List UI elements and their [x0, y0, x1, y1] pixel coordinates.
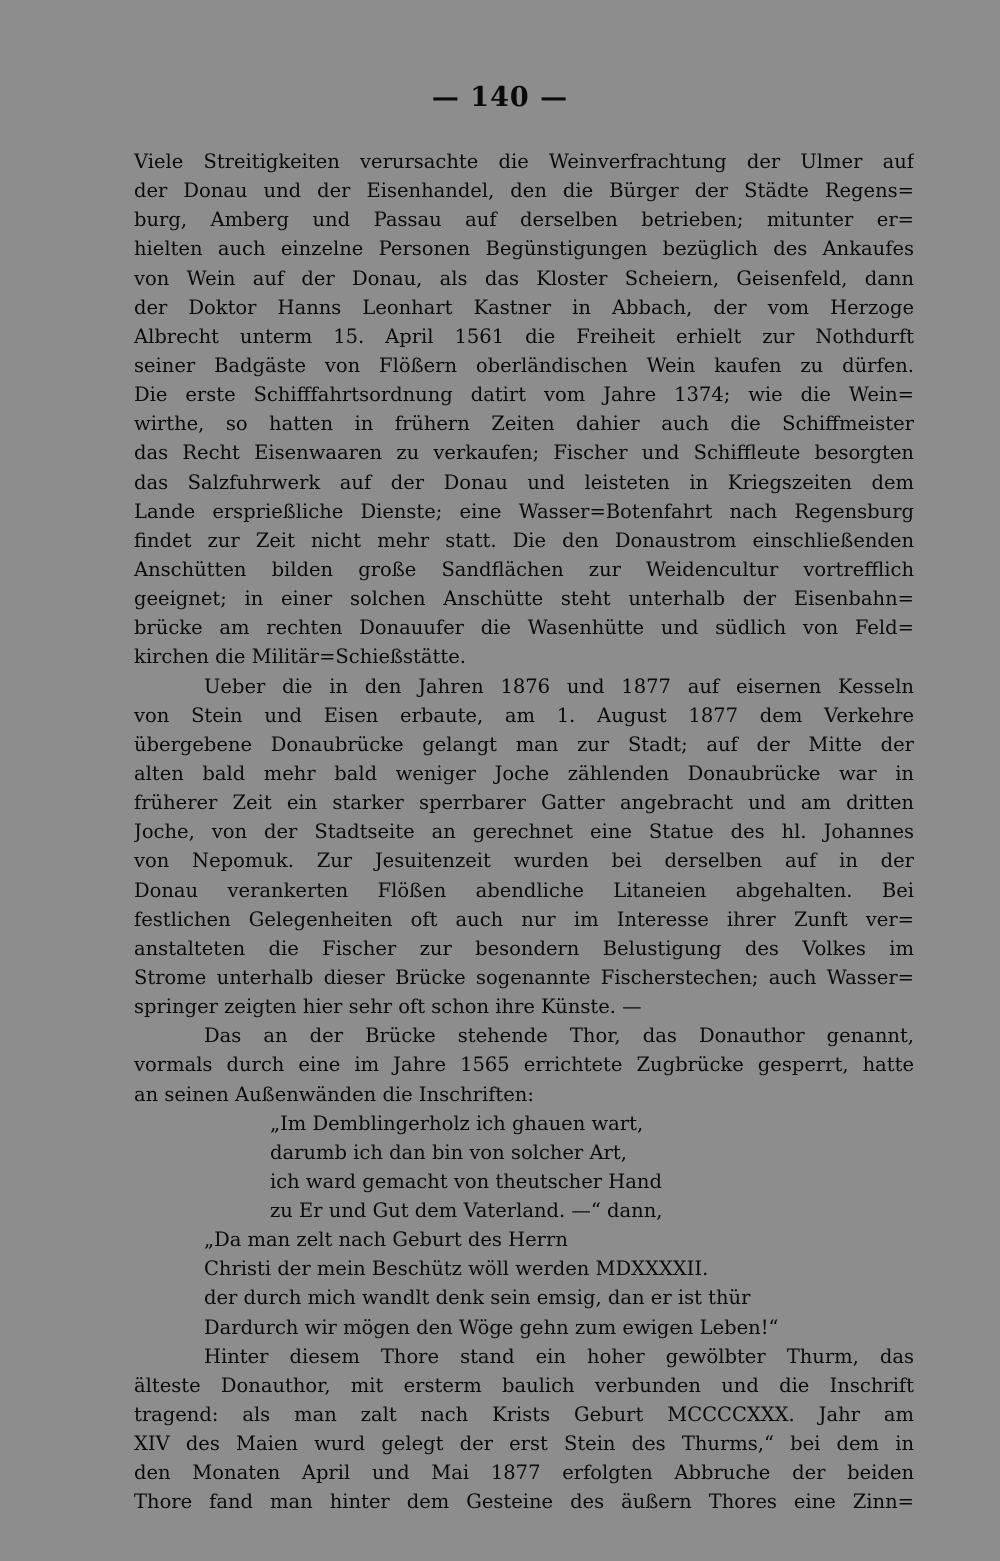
text-line: Strome unterhalb dieser Brücke sogenannte Fischerstechen; auch Wasser= — [134, 965, 914, 989]
text-line: übergebene Donaubrücke gelangt man zur Stadt; auf der Mitte der — [134, 732, 914, 756]
text-line: Das an der Brücke stehende Thor, das Donauthor genannt, — [204, 1024, 914, 1048]
text-line: anstalteten die Fischer zur besondern Belustigung des Volkes im — [134, 936, 914, 960]
text-line: Viele Streitigkeiten verursachte die Weinverfrachtung der Ulmer auf — [134, 150, 914, 173]
text-line: kirchen die Militär=Schießstätte. — [134, 645, 466, 669]
text-line: von Wein auf der Donau, als das Kloster Scheiern, Geisenfeld, dann — [134, 266, 914, 290]
text-line: tragend: als man zalt nach Krists Geburt MCCCCXXX. Jahr am — [134, 1403, 914, 1427]
text-line: Hinter diesem Thore stand ein hoher gewölbter Thurm, das — [204, 1344, 914, 1368]
text-line: Thore fand man hinter dem Gesteine des äußern Thores eine Zinn= — [134, 1490, 914, 1514]
text-line: wirthe, so hatten in frühern Zeiten dahier auch die Schiffmeister — [134, 412, 914, 436]
page-number: — 140 — — [431, 82, 569, 113]
text-line: das Salzfuhrwerk auf der Donau und leisteten in Kriegszeiten dem — [134, 470, 914, 494]
text-line: Lande ersprießliche Dienste; eine Wasser=Botenfahrt nach Regensburg — [134, 499, 914, 523]
text-line: festlichen Gelegenheiten oft auch nur im Interesse ihrer Zunft ver= — [134, 907, 914, 931]
text-line: der Donau und der Eisenhandel, den die Bürger der Städte Regens= — [134, 179, 914, 203]
text-line: der durch mich wandlt denk sein emsig, dan er ist thür — [204, 1286, 751, 1310]
text-line: an seinen Außenwänden die Inschriften: — [134, 1082, 534, 1106]
text-line: vormals durch eine im Jahre 1565 errichtete Zugbrücke gesperrt, hatte — [134, 1053, 914, 1077]
text-line: Ueber die in den Jahren 1876 und 1877 auf eisernen Kesseln — [204, 674, 914, 698]
text-line: Dardurch wir mögen den Wöge gehn zum ewigen Leben!“ — [204, 1315, 779, 1339]
text-line: früherer Zeit ein starker sperrbarer Gatter angebracht und am dritten — [134, 791, 914, 815]
text-line: Albrecht unterm 15. April 1561 die Freiheit erhielt zur Nothdurft — [134, 324, 914, 348]
text-line: das Recht Eisenwaaren zu verkaufen; Fischer und Schiffleute besorgten — [134, 441, 914, 465]
text-line: brücke am rechten Donauufer die Wasenhütte und südlich von Feld= — [134, 616, 914, 640]
text-line: XIV des Maien wurd gelegt der erst Stein des Thurms,“ bei dem in — [134, 1432, 914, 1456]
text-line: springer zeigten hier sehr oft schon ihre Künste. — — [134, 995, 642, 1019]
text-line: den Monaten April und Mai 1877 erfolgten Abbruche der beiden — [134, 1461, 914, 1485]
text-line: älteste Donauthor, mit ersterm baulich verbunden und die Inschrift — [134, 1373, 914, 1397]
text-line: seiner Badgäste von Flößern oberländischen Wein kaufen zu dürfen. — [134, 353, 914, 377]
text-line: zu Er und Gut dem Vaterland. —“ dann, — [270, 1199, 663, 1223]
text-line: ich ward gemacht von theutscher Hand — [270, 1169, 662, 1193]
text-line: Donau verankerten Flößen abendliche Litaneien abgehalten. Bei — [134, 878, 914, 902]
text-line: „Da man zelt nach Geburt des Herrn — [204, 1228, 568, 1252]
body-text — [134, 147, 914, 1517]
text-line: „Im Demblingerholz ich ghauen wart, — [270, 1111, 644, 1135]
text-line: von Nepomuk. Zur Jesuitenzeit wurden bei derselben auf in der — [134, 849, 914, 873]
text-line: Die erste Schifffahrtsordnung datirt vom Jahre 1374; wie die Wein= — [134, 383, 914, 407]
text-line: findet zur Zeit nicht mehr statt. Die den Donaustrom einschließenden — [134, 528, 914, 552]
text-line: Christi der mein Beschütz wöll werden MDXXXXII. — [204, 1257, 709, 1281]
text-line: von Stein und Eisen erbaute, am 1. August 1877 dem Verkehre — [134, 703, 914, 727]
text-line: hielten auch einzelne Personen Begünstigungen bezüglich des Ankaufes — [134, 237, 914, 261]
text-line: der Doktor Hanns Leonhart Kastner in Abbach, der vom Herzoge — [134, 295, 914, 319]
text-line: burg, Amberg und Passau auf derselben betrieben; mitunter er= — [134, 208, 914, 232]
text-line: darumb ich dan bin von solcher Art, — [270, 1140, 627, 1164]
text-line: Joche, von der Stadtseite an gerechnet eine Statue des hl. Johannes — [134, 820, 914, 844]
text-line: geeignet; in einer solchen Anschütte steht unterhalb der Eisenbahn= — [134, 587, 914, 611]
text-line: Anschütten bilden große Sandflächen zur Weidencultur vortrefflich — [134, 557, 914, 581]
text-line: alten bald mehr bald weniger Joche zählenden Donaubrücke war in — [134, 761, 914, 785]
